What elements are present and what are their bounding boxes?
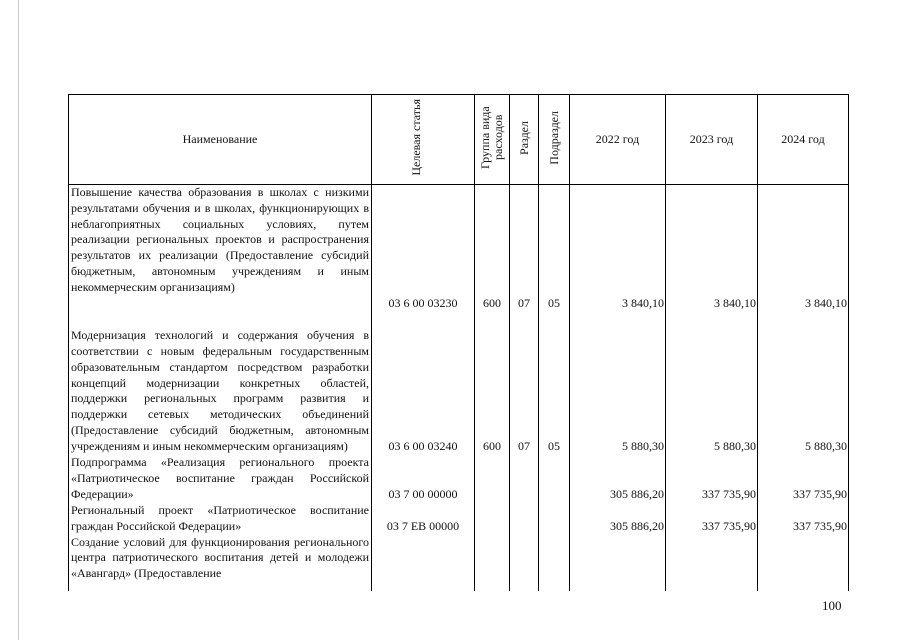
row-name: Создание условий для функционирования регионального центра патриотического воспитания детей и молодежи «Авангард» (Предоставление (69, 535, 372, 591)
row-value-2024: 3 840,10 (758, 185, 849, 312)
row-group (475, 455, 510, 503)
row-group (475, 535, 510, 591)
table-row (69, 312, 849, 455)
row-value-2024: 5 880,30 (758, 312, 849, 455)
row-value-2022 (570, 535, 666, 591)
row-subsection (539, 535, 570, 591)
row-section (510, 535, 539, 591)
table-row (69, 455, 849, 503)
row-subsection (539, 503, 570, 535)
page-number: 100 (822, 598, 842, 613)
row-name: Модернизация технологий и содержания обучения в соответствии с новым федеральным государственным образовательным стандартом посредством разработки концепций модернизации конкретных областей, поддержки региональных программ развития и поддержки сетевых методических объединений (Предоставление субсидий бюджетным, автономным учреждениям и иным некоммерческим организациям) (69, 312, 372, 455)
row-section: 07 (510, 185, 539, 312)
row-name: Подпрограмма «Реализация регионального проекта «Патриотическое воспитание граждан Российской Федерации» (69, 455, 372, 503)
header-year-2024: 2024 год (758, 95, 849, 185)
row-name: Региональный проект «Патриотическое воспитание граждан Российской Федерации» (69, 503, 372, 535)
row-value-2022: 5 880,30 (570, 312, 666, 455)
row-value-2023 (666, 535, 758, 591)
header-name: Наименование (69, 95, 372, 185)
budget-table (68, 94, 849, 591)
row-value-2022: 305 886,20 (570, 455, 666, 503)
row-group (475, 503, 510, 535)
row-value-2022: 305 886,20 (570, 503, 666, 535)
row-value-2024 (758, 535, 849, 591)
margin-rule (18, 0, 19, 640)
row-value-2023: 5 880,30 (666, 312, 758, 455)
table-row (69, 185, 849, 312)
row-subsection (539, 455, 570, 503)
header-year-2022: 2022 год (570, 95, 666, 185)
header-expense-group: Группа вида расходов (475, 95, 510, 185)
row-code (372, 535, 475, 591)
row-name: Повышение качества образования в школах с низкими результатами обучения и в школах, функционирующих в неблагоприятных социальных условиях, путем реализации региональных проектов и распространения результатов их реализации (Предоставление субсидий бюджетным, автономным учреждениям и иным некоммерческим организациям) (69, 185, 372, 312)
table-row (69, 503, 849, 535)
header-section: Раздел (510, 95, 539, 185)
header-year-2023: 2023 год (666, 95, 758, 185)
table-row (69, 535, 849, 591)
row-subsection: 05 (539, 185, 570, 312)
row-value-2023: 337 735,90 (666, 503, 758, 535)
header-subsection: Подраздел (539, 95, 570, 185)
row-group: 600 (475, 312, 510, 455)
row-value-2024: 337 735,90 (758, 503, 849, 535)
row-value-2022: 3 840,10 (570, 185, 666, 312)
row-subsection: 05 (539, 312, 570, 455)
row-value-2023: 337 735,90 (666, 455, 758, 503)
row-value-2023: 3 840,10 (666, 185, 758, 312)
row-code: 03 6 00 03240 (372, 312, 475, 455)
row-section (510, 455, 539, 503)
table-header-row (69, 95, 849, 185)
row-code: 03 7 00 00000 (372, 455, 475, 503)
row-section (510, 503, 539, 535)
row-group: 600 (475, 185, 510, 312)
header-target-article: Целевая статья (372, 95, 475, 185)
row-section: 07 (510, 312, 539, 455)
row-code: 03 7 EB 00000 (372, 503, 475, 535)
row-code: 03 6 00 03230 (372, 185, 475, 312)
row-value-2024: 337 735,90 (758, 455, 849, 503)
